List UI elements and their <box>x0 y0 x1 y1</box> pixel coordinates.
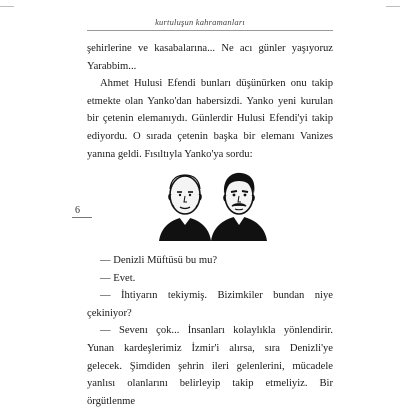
dialogue-line: — Sevenı çok... İnsanları kolaylıkla yönlendirir. Yunan kardeşlerimiz İzmir'i alırsa, sıra Denizli'ye gelecek. Şimdiden şehrin ileri gelenlerini, mücadele yanlısı olanlarını belirleyip takip etmeliyiz. Bir örgütlenme <box>87 325 333 407</box>
body-text-bottom <box>87 252 333 410</box>
header-rule <box>87 30 333 31</box>
crop-mark-top-left <box>0 6 14 7</box>
running-header: kurtuluşun kahramanları <box>155 17 245 27</box>
dialogue-line: — Denizli Müftüsü bu mu? <box>100 255 218 266</box>
dialogue-line: — İhtiyarın tekiymiş. Bizimkiler bundan niye çekiniyor? <box>87 290 333 319</box>
crop-mark-top-right <box>386 6 400 7</box>
paragraph: Ahmet Hulusi Efendi bunları düşünürken onu takip etmekte olan Yanko'dan habersizdi. Yanko yeni kurulan bir çetenin elemanıydı. Günlerdir Hulusi Efendi'yi takip ediyordu. O sırada çetenin başka bir elemanı Vanizes yanına geldi. Fısıltıyla Yanko'ya sordu: <box>87 78 333 160</box>
body-text-top <box>87 40 333 163</box>
left-man-figure <box>159 175 211 241</box>
page-number: 6 <box>75 205 80 216</box>
page-number-rule <box>72 217 92 218</box>
two-men-portrait-icon <box>153 167 269 241</box>
paragraph: şehirlerine ve kasabalarına... Ne acı günler yaşıyoruz Yarabbim... <box>87 43 333 72</box>
dialogue-line: — Evet. <box>100 272 136 284</box>
right-man-figure <box>211 173 267 241</box>
